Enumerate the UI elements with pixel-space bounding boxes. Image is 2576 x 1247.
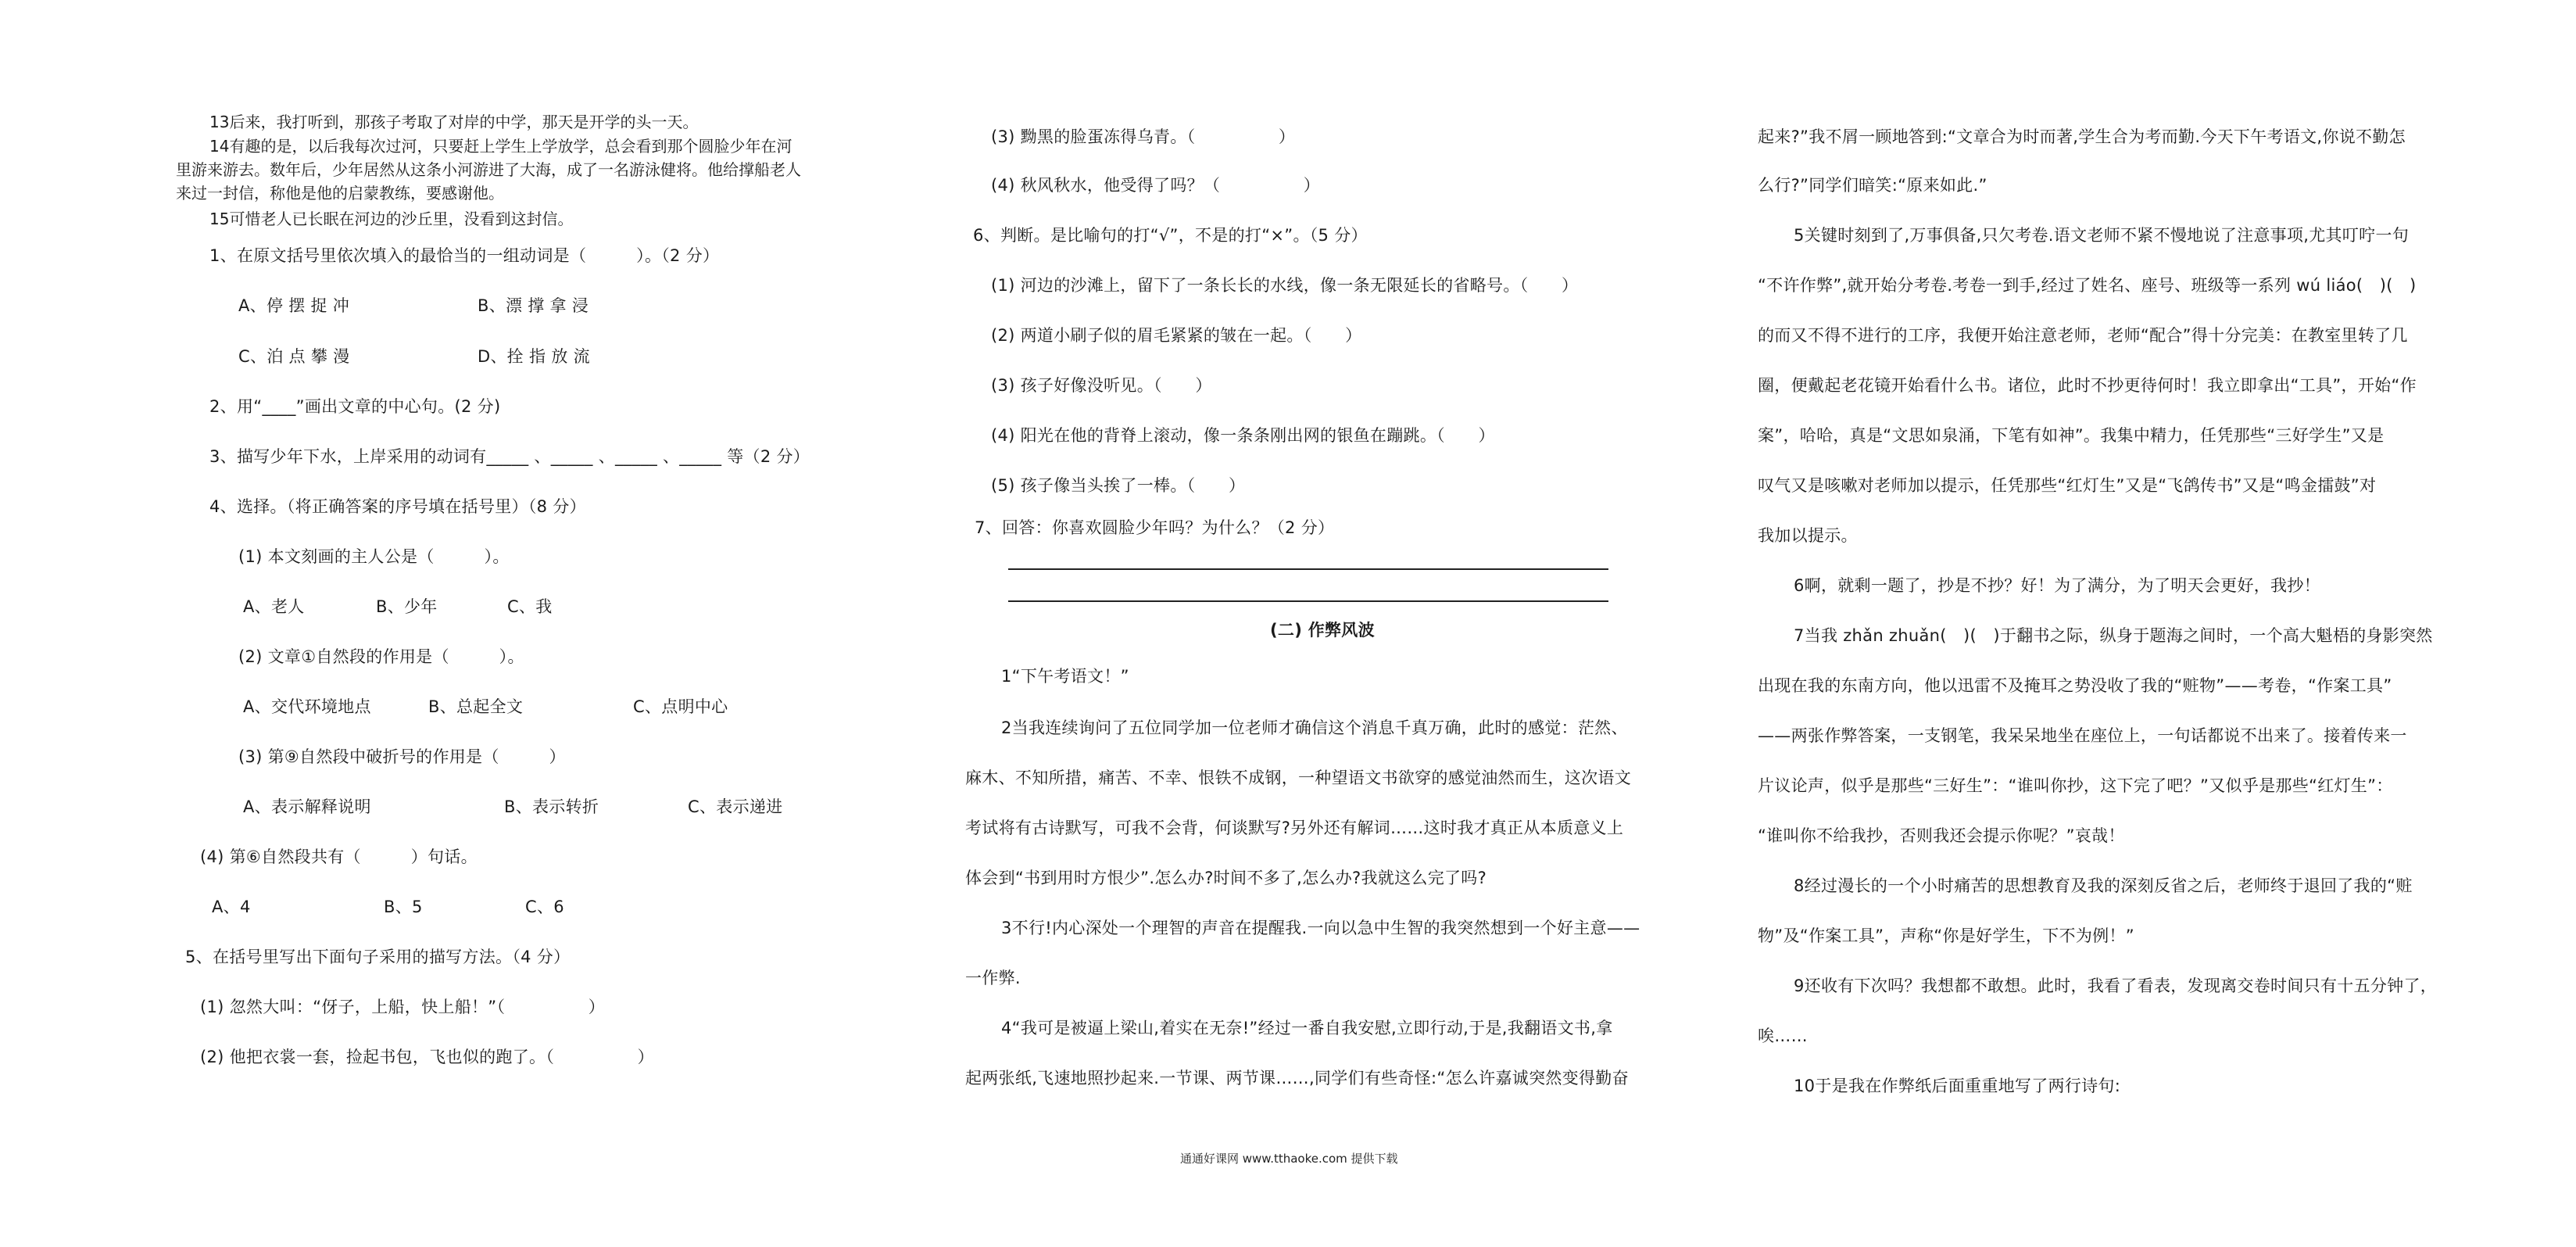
story-paragraph-4-line-1: 4“我可是被逼上梁山,着实在无奈!”经过一番自我安慰,立即行动,于是,我翻语文书,拿	[1001, 1019, 1613, 1037]
story-line-r9: 我加以提示。	[1758, 526, 1858, 545]
story-line-r19: 唉……	[1758, 1027, 1808, 1045]
question-4-1-option-c: C、我	[507, 597, 553, 616]
question-7: 7、回答：你喜欢圆脸少年吗？为什么？（2 分）	[975, 518, 1335, 537]
story-line-r7: 案”，哈哈，真是“文思如泉涌，下笔有如神”。我集中精力，任凭那些“三好学生”又是	[1758, 426, 2385, 445]
question-5-4: (4) 秋风秋水，他受得了吗？（ ）	[991, 176, 1321, 195]
story-line-r4: “不许作弊”,就开始分考卷.考卷一到手,经过了姓名、座号、班级等一系列 wú liáo( )( )	[1758, 276, 2417, 295]
question-4: 4、选择。（将正确答案的序号填在括号里）（8 分）	[209, 497, 586, 516]
story-paragraph-3-line-2: 一作弊.	[965, 969, 1021, 987]
story-line-r6: 圈，便戴起老花镜开始看什么书。诸位，此时不抄更待何时！我立即拿出“工具”，开始“作	[1758, 376, 2417, 395]
question-6: 6、判断。是比喻句的打“√”，不是的打“×”。（5 分）	[973, 226, 1368, 245]
paragraph-14-line-2: 里游来游去。数年后，少年居然从这条小河游进了大海，成了一名游泳健将。他给撑船老人	[176, 160, 801, 179]
question-4-1: (1) 本文刻画的主人公是（ ）。	[238, 547, 510, 566]
question-4-4-option-a: A、4	[212, 898, 251, 916]
paragraph-14-line-1: 14有趣的是，以后我每次过河，只要赶上学生上学放学，总会看到那个圆脸少年在河	[209, 137, 792, 156]
page-footer: 通通好课网 www.tthaoke.com 提供下载	[1180, 1152, 1398, 1166]
paragraph-13: 13后来，我打听到，那孩子考取了对岸的中学，那天是开学的头一天。	[209, 113, 699, 131]
question-1: 1、在原文括号里依次填入的最恰当的一组动词是（ ）。（2 分）	[209, 246, 720, 265]
story-line-r15: “谁叫你不给我抄，否则我还会提示你呢？”哀哉！	[1758, 826, 2125, 845]
story-line-r16: 8经过漫长的一个小时痛苦的思想教育及我的深刻反省之后，老师终于退回了我的“赃	[1794, 876, 2413, 895]
question-5-2: (2) 他把衣裳一套，捡起书包，飞也似的跑了。（ ）	[200, 1048, 654, 1066]
question-6-5: (5) 孩子像当头挨了一棒。（ ）	[991, 476, 1246, 495]
answer-line-1	[1008, 568, 1608, 570]
question-4-1-option-b: B、少年	[376, 597, 438, 616]
question-4-4-option-b: B、5	[384, 898, 423, 916]
story-paragraph-2-line-2: 麻木、不知所措，痛苦、不幸、恨铁不成钢，一种望语文书欲穿的感觉油然而生，这次语文	[965, 769, 1631, 787]
question-6-1: (1) 河边的沙滩上，留下了一条长长的水线，像一条无限延长的省略号。（ ）	[991, 276, 1579, 295]
story-line-r2: 么行?”同学们暗笑:“原来如此.”	[1758, 176, 1987, 195]
story-line-r12: 出现在我的东南方向，他以迅雷不及掩耳之势没收了我的“赃物”——考卷，“作案工具”	[1758, 676, 2392, 695]
story-line-r11: 7当我 zhǎn zhuǎn( )( )于翻书之际，纵身于题海之间时，一个高大魁梧的身影突然	[1794, 626, 2433, 645]
question-4-2-option-a: A、交代环境地点	[243, 697, 371, 716]
answer-line-2	[1008, 600, 1608, 602]
question-5: 5、在括号里写出下面句子采用的描写方法。（4 分）	[185, 948, 571, 966]
story-paragraph-4-line-2: 起两张纸,飞速地照抄起来.一节课、两节课……,同学们有些奇怪:“怎么许嘉诚突然变得勤奋	[965, 1069, 1629, 1088]
question-6-4: (4) 阳光在他的背脊上滚动，像一条条刚出网的银鱼在蹦跳。（ ）	[991, 426, 1495, 445]
story-paragraph-2-line-1: 2当我连续询问了五位同学加一位老师才确信这个消息千真万确，此时的感觉：茫然、	[1001, 718, 1628, 737]
question-1-option-c: C、泊 点 攀 漫	[238, 347, 350, 366]
question-1-option-d: D、拴 指 放 流	[478, 347, 590, 366]
story-line-r8: 叹气又是咳嗽对老师加以提示，任凭那些“红灯生”又是“飞鸽传书”又是“鸣金擂鼓”对	[1758, 476, 2377, 495]
question-1-option-b: B、漂 撑 拿 浸	[478, 296, 589, 315]
story-line-r14: 片议论声，似乎是那些“三好生”：“谁叫你抄，这下完了吧？”又似乎是那些“红灯生”：	[1758, 776, 2393, 795]
question-2: 2、用“____”画出文章的中心句。(2 分)	[209, 397, 501, 416]
question-4-3-option-b: B、表示转折	[504, 797, 599, 816]
story-paragraph-1: 1“下午考语文！”	[1001, 667, 1129, 686]
question-4-4: (4) 第⑥自然段共有（ ）句话。	[200, 847, 478, 866]
question-4-2: (2) 文章①自然段的作用是（ ）。	[238, 647, 524, 666]
story-paragraph-2-line-3: 考试将有古诗默写，可我不会背，何谈默写?另外还有解词……这时我才真正从本质意义上	[965, 819, 1624, 837]
question-4-2-option-c: C、点明中心	[633, 697, 728, 716]
story-line-r5: 的而又不得不进行的工序，我便开始注意老师，老师“配合”得十分完美：在教室里转了几	[1758, 326, 2408, 345]
question-6-3: (3) 孩子好像没听见。（ ）	[991, 376, 1212, 395]
question-5-3: (3) 黝黑的脸蛋冻得乌青。（ ）	[991, 127, 1296, 146]
story-line-r20: 10于是我在作弊纸后面重重地写了两行诗句:	[1794, 1077, 2121, 1095]
paragraph-15: 15可惜老人已长眠在河边的沙丘里，没看到这封信。	[209, 210, 574, 228]
question-4-3-option-a: A、表示解释说明	[243, 797, 371, 816]
story-paragraph-3-line-1: 3不行!内心深处一个理智的声音在提醒我.一向以急中生智的我突然想到一个好主意——	[1001, 919, 1640, 937]
question-1-option-a: A、停 摆 捉 冲	[238, 296, 350, 315]
question-4-3: (3) 第⑨自然段中破折号的作用是（ ）	[238, 747, 566, 766]
question-4-2-option-b: B、总起全文	[428, 697, 524, 716]
question-6-2: (2) 两道小刷子似的眉毛紧紧的皱在一起。（ ）	[991, 326, 1362, 345]
question-3: 3、描写少年下水，上岸采用的动词有_____ 、_____ 、_____ 、_____ 等（2 分）	[209, 447, 810, 466]
story-line-r13: ——两张作弊答案，一支钢笔，我呆呆地坐在座位上，一句话都说不出来了。接着传来一	[1758, 726, 2407, 745]
question-4-4-option-c: C、6	[525, 898, 564, 916]
story-line-r17: 物”及“作案工具”，声称“你是好学生，下不为例！”	[1758, 926, 2134, 945]
question-4-3-option-c: C、表示递进	[688, 797, 783, 816]
question-5-1: (1) 忽然大叫：“伢子，上船，快上船！”（ ）	[200, 998, 606, 1016]
story-line-r10: 6啊，就剩一题了，抄是不抄？好！为了满分，为了明天会更好，我抄！	[1794, 576, 2320, 595]
story-paragraph-2-line-4: 体会到“书到用时方恨少”.怎么办?时间不多了,怎么办?我就这么完了吗?	[965, 869, 1487, 887]
story-line-r18: 9还收有下次吗？我想都不敢想。此时，我看了看表，发现离交卷时间只有十五分钟了，	[1794, 976, 2438, 995]
paragraph-14-line-3: 来过一封信，称他是他的启蒙教练，要感谢他。	[176, 184, 504, 202]
story-line-r1: 起来?”我不屑一顾地答到:“文章合为时而著,学生合为考而勤.今天下午考语文,你说不勤怎	[1758, 127, 2406, 146]
section-heading: (二) 作弊风波	[1270, 621, 1375, 640]
story-line-r3: 5关键时刻到了,万事俱备,只欠考卷.语文老师不紧不慢地说了注意事项,尤其叮咛一句	[1794, 226, 2410, 245]
question-4-1-option-a: A、老人	[243, 597, 305, 616]
